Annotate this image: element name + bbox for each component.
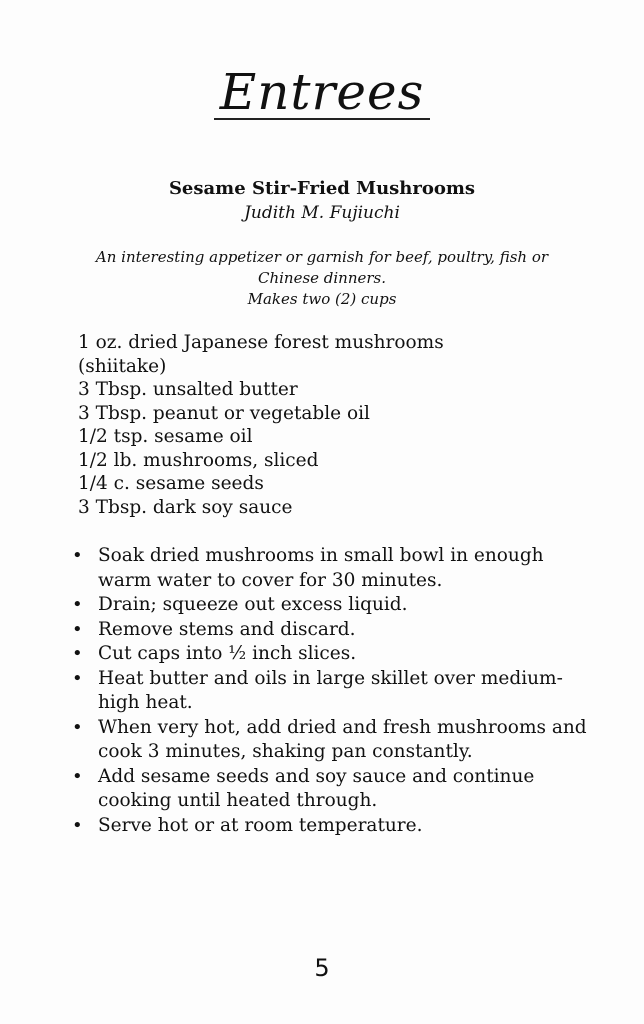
ingredient-item: 3 Tbsp. peanut or vegetable oil (78, 402, 370, 424)
instruction-text: Remove stems and discard. (98, 618, 356, 640)
bullet-icon: • (72, 765, 83, 787)
description-line-2: Chinese dinners. (257, 269, 387, 287)
instruction-text: Drain; squeeze out excess liquid. (98, 594, 408, 615)
recipe-title: Sesame Stir-Fried Mushrooms (168, 178, 476, 199)
ingredient-item: (shiitake) (78, 355, 167, 377)
bullet-icon: • (72, 618, 83, 640)
instruction-step (70, 593, 590, 618)
ingredient-item: 3 Tbsp. dark soy sauce (78, 496, 293, 518)
bullet-icon: • (72, 667, 83, 689)
section-title (0, 62, 644, 122)
bullet-icon: • (72, 643, 83, 664)
instruction-text: Add sesame seeds and soy sauce and continue cooking until heated through. (98, 765, 535, 811)
bullet-icon: • (72, 814, 83, 836)
ingredient-item: 3 Tbsp. unsalted butter (78, 379, 298, 400)
instruction-step (70, 716, 590, 765)
instruction-step (70, 544, 590, 593)
instruction-step (70, 667, 590, 716)
bullet-icon: • (72, 594, 83, 615)
instruction-step (70, 618, 590, 643)
instruction-step (70, 765, 590, 814)
ingredient-item: 1 oz. dried Japanese forest mushrooms (78, 332, 444, 353)
instruction-text: When very hot, add dried and fresh mushrooms and cook 3 minutes, shaking pan constantly. (98, 716, 587, 762)
instruction-text: Soak dried mushrooms in small bowl in enough warm water to cover for 30 minutes. (98, 545, 544, 591)
section-title-text: Entrees (214, 66, 431, 120)
instruction-text: Serve hot or at room temperature. (98, 814, 423, 836)
description-line-1: An interesting appetizer or garnish for beef, poultry, fish or (95, 248, 549, 266)
ingredient-item: 1/4 c. sesame seeds (78, 473, 264, 494)
page-number: 5 (314, 954, 330, 982)
instruction-text: Heat butter and oils in large skillet over medium-high heat. (98, 667, 563, 713)
instruction-step (70, 814, 590, 839)
bullet-icon: • (72, 716, 83, 738)
instruction-step (70, 642, 590, 667)
instruction-text: Cut caps into ½ inch slices. (98, 643, 357, 664)
bullet-icon: • (72, 545, 83, 566)
ingredient-item: 1/2 tsp. sesame oil (78, 426, 253, 447)
instruction-list (70, 544, 590, 838)
recipe-description (70, 247, 574, 310)
recipe-yield: Makes two (2) cups (247, 290, 397, 308)
ingredient-list (78, 331, 558, 519)
ingredient-item: 1/2 lb. mushrooms, sliced (78, 449, 319, 471)
recipe-author: Judith M. Fujiuchi (244, 203, 400, 223)
